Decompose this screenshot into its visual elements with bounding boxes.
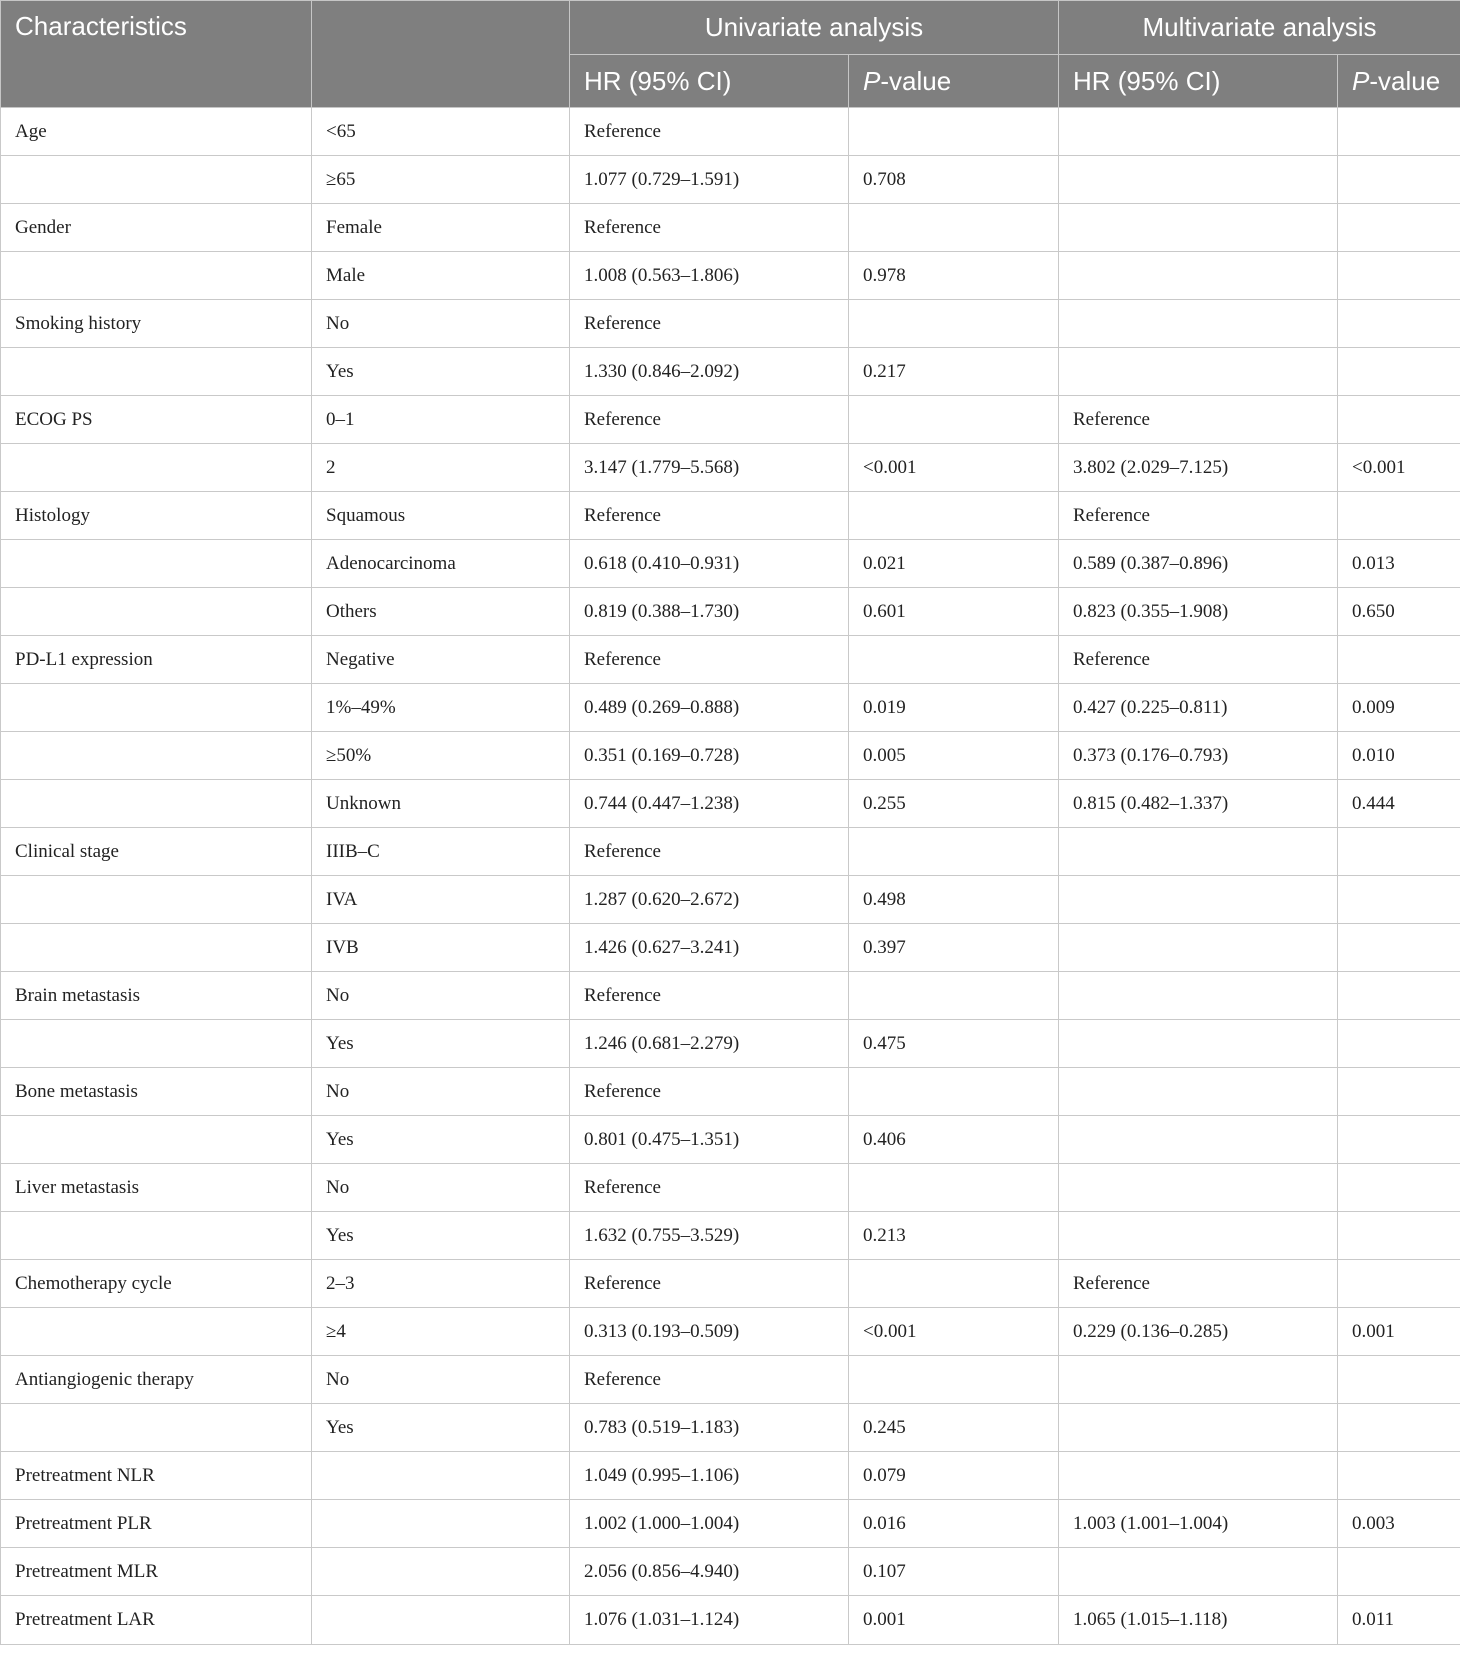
table-row (1, 588, 1460, 636)
cell-uni-pvalue: 0.079 (849, 1452, 1059, 1500)
table-row (1, 396, 1460, 444)
cell-characteristic: Clinical stage (1, 828, 312, 876)
cell-uni-hr: 0.618 (0.410–0.931) (570, 540, 849, 588)
table-row (1, 204, 1460, 252)
table-row (1, 636, 1460, 684)
cell-uni-hr: Reference (570, 636, 849, 684)
cell-characteristic (1, 924, 312, 972)
cell-multi-hr: Reference (1059, 1260, 1338, 1308)
table-row (1, 492, 1460, 540)
table-row (1, 876, 1460, 924)
cell-uni-hr: 0.783 (0.519–1.183) (570, 1404, 849, 1452)
cell-subgroup: No (312, 972, 570, 1020)
cell-uni-pvalue: 0.107 (849, 1548, 1059, 1596)
table-row (1, 780, 1460, 828)
cell-uni-pvalue: <0.001 (849, 1308, 1059, 1356)
cell-multi-hr (1059, 108, 1338, 156)
cell-subgroup: No (312, 300, 570, 348)
cell-uni-pvalue (849, 1260, 1059, 1308)
cell-multi-hr: 0.815 (0.482–1.337) (1059, 780, 1338, 828)
cell-subgroup: Squamous (312, 492, 570, 540)
cell-characteristic: Pretreatment PLR (1, 1500, 312, 1548)
cell-characteristic: Pretreatment NLR (1, 1452, 312, 1500)
table-row (1, 1116, 1460, 1164)
cell-uni-hr: 0.819 (0.388–1.730) (570, 588, 849, 636)
table-row (1, 924, 1460, 972)
cell-multi-hr: Reference (1059, 396, 1338, 444)
table-row (1, 252, 1460, 300)
header-uni-pvalue (849, 55, 1059, 108)
cell-uni-hr: 1.426 (0.627–3.241) (570, 924, 849, 972)
cell-uni-pvalue: 0.021 (849, 540, 1059, 588)
cell-subgroup: Female (312, 204, 570, 252)
cell-uni-pvalue: <0.001 (849, 444, 1059, 492)
cell-uni-hr: 2.056 (0.856–4.940) (570, 1548, 849, 1596)
cell-subgroup: 2 (312, 444, 570, 492)
cell-multi-hr (1059, 156, 1338, 204)
cell-uni-pvalue (849, 396, 1059, 444)
table-body (1, 108, 1460, 1645)
cell-uni-pvalue: 0.213 (849, 1212, 1059, 1260)
cell-uni-hr: Reference (570, 1356, 849, 1404)
cell-subgroup (312, 1500, 570, 1548)
cell-subgroup: Adenocarcinoma (312, 540, 570, 588)
cell-multi-pvalue (1338, 1404, 1460, 1452)
cell-uni-pvalue (849, 1356, 1059, 1404)
header-characteristics: Characteristics (1, 1, 312, 108)
cell-subgroup: Unknown (312, 780, 570, 828)
cell-uni-hr: 0.744 (0.447–1.238) (570, 780, 849, 828)
cell-subgroup: No (312, 1068, 570, 1116)
cell-uni-pvalue: 0.406 (849, 1116, 1059, 1164)
cell-multi-pvalue (1338, 876, 1460, 924)
cell-multi-hr (1059, 252, 1338, 300)
cell-characteristic (1, 588, 312, 636)
cell-multi-hr (1059, 1548, 1338, 1596)
cell-multi-hr (1059, 1452, 1338, 1500)
cell-characteristic: Gender (1, 204, 312, 252)
table-row (1, 1596, 1460, 1645)
cell-subgroup: IVA (312, 876, 570, 924)
cell-uni-pvalue (849, 108, 1059, 156)
cell-multi-hr: 1.003 (1.001–1.004) (1059, 1500, 1338, 1548)
cell-multi-hr (1059, 828, 1338, 876)
cell-uni-pvalue (849, 204, 1059, 252)
table-row (1, 1404, 1460, 1452)
p-italic: P (863, 65, 881, 96)
cell-uni-pvalue (849, 636, 1059, 684)
table-row (1, 1068, 1460, 1116)
cell-characteristic (1, 540, 312, 588)
cell-subgroup: Yes (312, 1404, 570, 1452)
cell-characteristic: Pretreatment LAR (1, 1596, 312, 1645)
table-row (1, 1548, 1460, 1596)
table-row (1, 1308, 1460, 1356)
cell-uni-hr: Reference (570, 300, 849, 348)
cell-subgroup: No (312, 1356, 570, 1404)
cell-subgroup: 1%–49% (312, 684, 570, 732)
cell-subgroup: IVB (312, 924, 570, 972)
table-row (1, 300, 1460, 348)
cell-uni-hr: 3.147 (1.779–5.568) (570, 444, 849, 492)
cell-uni-hr: 1.049 (0.995–1.106) (570, 1452, 849, 1500)
cell-multi-pvalue: 0.010 (1338, 732, 1460, 780)
cell-subgroup (312, 1452, 570, 1500)
cell-characteristic (1, 1212, 312, 1260)
cell-characteristic: Chemotherapy cycle (1, 1260, 312, 1308)
cell-uni-hr: Reference (570, 1260, 849, 1308)
cell-uni-pvalue: 0.475 (849, 1020, 1059, 1068)
cell-uni-pvalue: 0.255 (849, 780, 1059, 828)
header-uni-hr: HR (95% CI) (570, 55, 849, 108)
cell-subgroup: Negative (312, 636, 570, 684)
cell-characteristic (1, 876, 312, 924)
cell-subgroup: ≥50% (312, 732, 570, 780)
cell-multi-hr: 0.373 (0.176–0.793) (1059, 732, 1338, 780)
cell-characteristic (1, 1404, 312, 1452)
cell-characteristic (1, 780, 312, 828)
cell-multi-pvalue: 0.650 (1338, 588, 1460, 636)
cell-multi-hr (1059, 204, 1338, 252)
table-row (1, 348, 1460, 396)
cell-uni-hr: Reference (570, 828, 849, 876)
table-row (1, 1020, 1460, 1068)
cell-subgroup: No (312, 1164, 570, 1212)
cell-uni-hr: 0.313 (0.193–0.509) (570, 1308, 849, 1356)
cell-multi-pvalue (1338, 1068, 1460, 1116)
cell-multi-pvalue (1338, 1452, 1460, 1500)
cell-multi-hr (1059, 300, 1338, 348)
cell-uni-pvalue (849, 1068, 1059, 1116)
cell-characteristic: Bone metastasis (1, 1068, 312, 1116)
cell-multi-hr (1059, 924, 1338, 972)
cell-multi-pvalue (1338, 156, 1460, 204)
cell-uni-hr: Reference (570, 204, 849, 252)
table-row (1, 732, 1460, 780)
cell-multi-pvalue (1338, 1356, 1460, 1404)
cell-uni-pvalue: 0.016 (849, 1500, 1059, 1548)
cell-multi-pvalue (1338, 396, 1460, 444)
header-univariate: Univariate analysis (570, 1, 1059, 55)
cell-multi-pvalue (1338, 348, 1460, 396)
cell-characteristic: Liver metastasis (1, 1164, 312, 1212)
cell-multi-pvalue: 0.001 (1338, 1308, 1460, 1356)
cell-uni-hr: Reference (570, 492, 849, 540)
cell-multi-pvalue (1338, 1020, 1460, 1068)
cell-characteristic (1, 1116, 312, 1164)
header-multivariate: Multivariate analysis (1059, 1, 1460, 55)
cell-multi-hr (1059, 1212, 1338, 1260)
cell-characteristic (1, 1308, 312, 1356)
cell-multi-pvalue: 0.013 (1338, 540, 1460, 588)
cell-multi-hr: Reference (1059, 636, 1338, 684)
cell-multi-hr: 0.589 (0.387–0.896) (1059, 540, 1338, 588)
cell-multi-pvalue: 0.011 (1338, 1596, 1460, 1645)
table-row (1, 540, 1460, 588)
table-row (1, 156, 1460, 204)
table-row (1, 684, 1460, 732)
cell-characteristic (1, 732, 312, 780)
cell-uni-hr: 1.008 (0.563–1.806) (570, 252, 849, 300)
header-subgroup (312, 1, 570, 108)
cell-multi-hr: 0.427 (0.225–0.811) (1059, 684, 1338, 732)
cell-multi-hr: Reference (1059, 492, 1338, 540)
cell-uni-pvalue: 0.978 (849, 252, 1059, 300)
table-row (1, 1500, 1460, 1548)
cell-uni-pvalue: 0.601 (849, 588, 1059, 636)
table-header (1, 1, 1460, 108)
table-row (1, 1260, 1460, 1308)
cell-multi-pvalue (1338, 1164, 1460, 1212)
cell-uni-hr: 0.489 (0.269–0.888) (570, 684, 849, 732)
cell-multi-pvalue: <0.001 (1338, 444, 1460, 492)
cell-subgroup: Others (312, 588, 570, 636)
cell-subgroup: ≥4 (312, 1308, 570, 1356)
cell-subgroup: <65 (312, 108, 570, 156)
cell-uni-pvalue: 0.397 (849, 924, 1059, 972)
cell-multi-pvalue (1338, 1212, 1460, 1260)
cell-uni-pvalue: 0.019 (849, 684, 1059, 732)
cell-uni-pvalue (849, 1164, 1059, 1212)
cell-subgroup: 0–1 (312, 396, 570, 444)
cell-uni-pvalue (849, 300, 1059, 348)
cell-multi-pvalue (1338, 492, 1460, 540)
cell-multi-hr: 0.229 (0.136–0.285) (1059, 1308, 1338, 1356)
cell-multi-pvalue (1338, 828, 1460, 876)
p-italic: P (1352, 65, 1370, 96)
cell-multi-hr (1059, 972, 1338, 1020)
cell-multi-hr (1059, 1356, 1338, 1404)
cell-subgroup: 2–3 (312, 1260, 570, 1308)
cell-uni-hr: Reference (570, 972, 849, 1020)
cell-multi-pvalue (1338, 252, 1460, 300)
cell-uni-hr: Reference (570, 396, 849, 444)
cell-characteristic (1, 348, 312, 396)
cell-uni-pvalue (849, 492, 1059, 540)
cell-subgroup: Yes (312, 348, 570, 396)
cell-characteristic: ECOG PS (1, 396, 312, 444)
cell-characteristic: Histology (1, 492, 312, 540)
cell-multi-pvalue (1338, 636, 1460, 684)
table-row (1, 1452, 1460, 1500)
table-row (1, 108, 1460, 156)
cell-multi-pvalue (1338, 108, 1460, 156)
cell-characteristic (1, 684, 312, 732)
cell-uni-hr: 1.076 (1.031–1.124) (570, 1596, 849, 1645)
table-row (1, 1212, 1460, 1260)
header-multi-hr: HR (95% CI) (1059, 55, 1338, 108)
cell-multi-hr (1059, 1020, 1338, 1068)
cell-subgroup: Yes (312, 1212, 570, 1260)
cell-uni-hr: 1.287 (0.620–2.672) (570, 876, 849, 924)
cell-subgroup (312, 1596, 570, 1645)
cell-multi-hr: 3.802 (2.029–7.125) (1059, 444, 1338, 492)
cell-uni-hr: 1.002 (1.000–1.004) (570, 1500, 849, 1548)
cell-uni-hr: 1.632 (0.755–3.529) (570, 1212, 849, 1260)
cell-uni-hr: Reference (570, 1164, 849, 1212)
cell-characteristic: Brain metastasis (1, 972, 312, 1020)
cell-multi-pvalue (1338, 300, 1460, 348)
cell-uni-hr: Reference (570, 108, 849, 156)
cell-characteristic: Age (1, 108, 312, 156)
cell-multi-hr (1059, 876, 1338, 924)
p-suffix: -value (1369, 65, 1441, 96)
table-row (1, 828, 1460, 876)
cell-uni-hr: 1.077 (0.729–1.591) (570, 156, 849, 204)
cell-uni-pvalue: 0.001 (849, 1596, 1059, 1645)
p-suffix: -value (880, 65, 952, 96)
cell-subgroup: ≥65 (312, 156, 570, 204)
cell-characteristic: Antiangiogenic therapy (1, 1356, 312, 1404)
cell-multi-hr (1059, 1068, 1338, 1116)
cell-uni-pvalue: 0.708 (849, 156, 1059, 204)
cell-subgroup: Yes (312, 1116, 570, 1164)
cell-multi-hr (1059, 1164, 1338, 1212)
cell-characteristic (1, 444, 312, 492)
cell-subgroup: IIIB–C (312, 828, 570, 876)
cell-multi-hr: 1.065 (1.015–1.118) (1059, 1596, 1338, 1645)
cell-multi-pvalue: 0.009 (1338, 684, 1460, 732)
cell-multi-pvalue (1338, 1548, 1460, 1596)
header-multi-pvalue (1338, 55, 1460, 108)
cell-characteristic: PD-L1 expression (1, 636, 312, 684)
cell-characteristic (1, 252, 312, 300)
cell-uni-pvalue: 0.217 (849, 348, 1059, 396)
cell-uni-hr: 1.330 (0.846–2.092) (570, 348, 849, 396)
cell-uni-hr: 0.351 (0.169–0.728) (570, 732, 849, 780)
cell-multi-hr (1059, 1404, 1338, 1452)
cell-subgroup: Yes (312, 1020, 570, 1068)
cell-characteristic: Pretreatment MLR (1, 1548, 312, 1596)
cell-multi-pvalue (1338, 1116, 1460, 1164)
table-row (1, 972, 1460, 1020)
cell-uni-pvalue: 0.245 (849, 1404, 1059, 1452)
cell-uni-pvalue (849, 972, 1059, 1020)
cell-multi-pvalue: 0.003 (1338, 1500, 1460, 1548)
table-row (1, 1356, 1460, 1404)
cell-characteristic: Smoking history (1, 300, 312, 348)
cell-multi-hr (1059, 1116, 1338, 1164)
cell-uni-pvalue (849, 828, 1059, 876)
cell-uni-pvalue: 0.498 (849, 876, 1059, 924)
cell-subgroup: Male (312, 252, 570, 300)
cell-uni-hr: Reference (570, 1068, 849, 1116)
cell-multi-pvalue: 0.444 (1338, 780, 1460, 828)
cell-multi-hr (1059, 348, 1338, 396)
cell-multi-pvalue (1338, 924, 1460, 972)
cell-uni-hr: 0.801 (0.475–1.351) (570, 1116, 849, 1164)
cell-characteristic (1, 1020, 312, 1068)
table-row (1, 444, 1460, 492)
table-row (1, 1164, 1460, 1212)
cell-multi-pvalue (1338, 204, 1460, 252)
cell-multi-pvalue (1338, 1260, 1460, 1308)
cell-characteristic (1, 156, 312, 204)
cell-multi-pvalue (1338, 972, 1460, 1020)
cell-multi-hr: 0.823 (0.355–1.908) (1059, 588, 1338, 636)
cell-subgroup (312, 1548, 570, 1596)
cell-uni-pvalue: 0.005 (849, 732, 1059, 780)
cell-uni-hr: 1.246 (0.681–2.279) (570, 1020, 849, 1068)
